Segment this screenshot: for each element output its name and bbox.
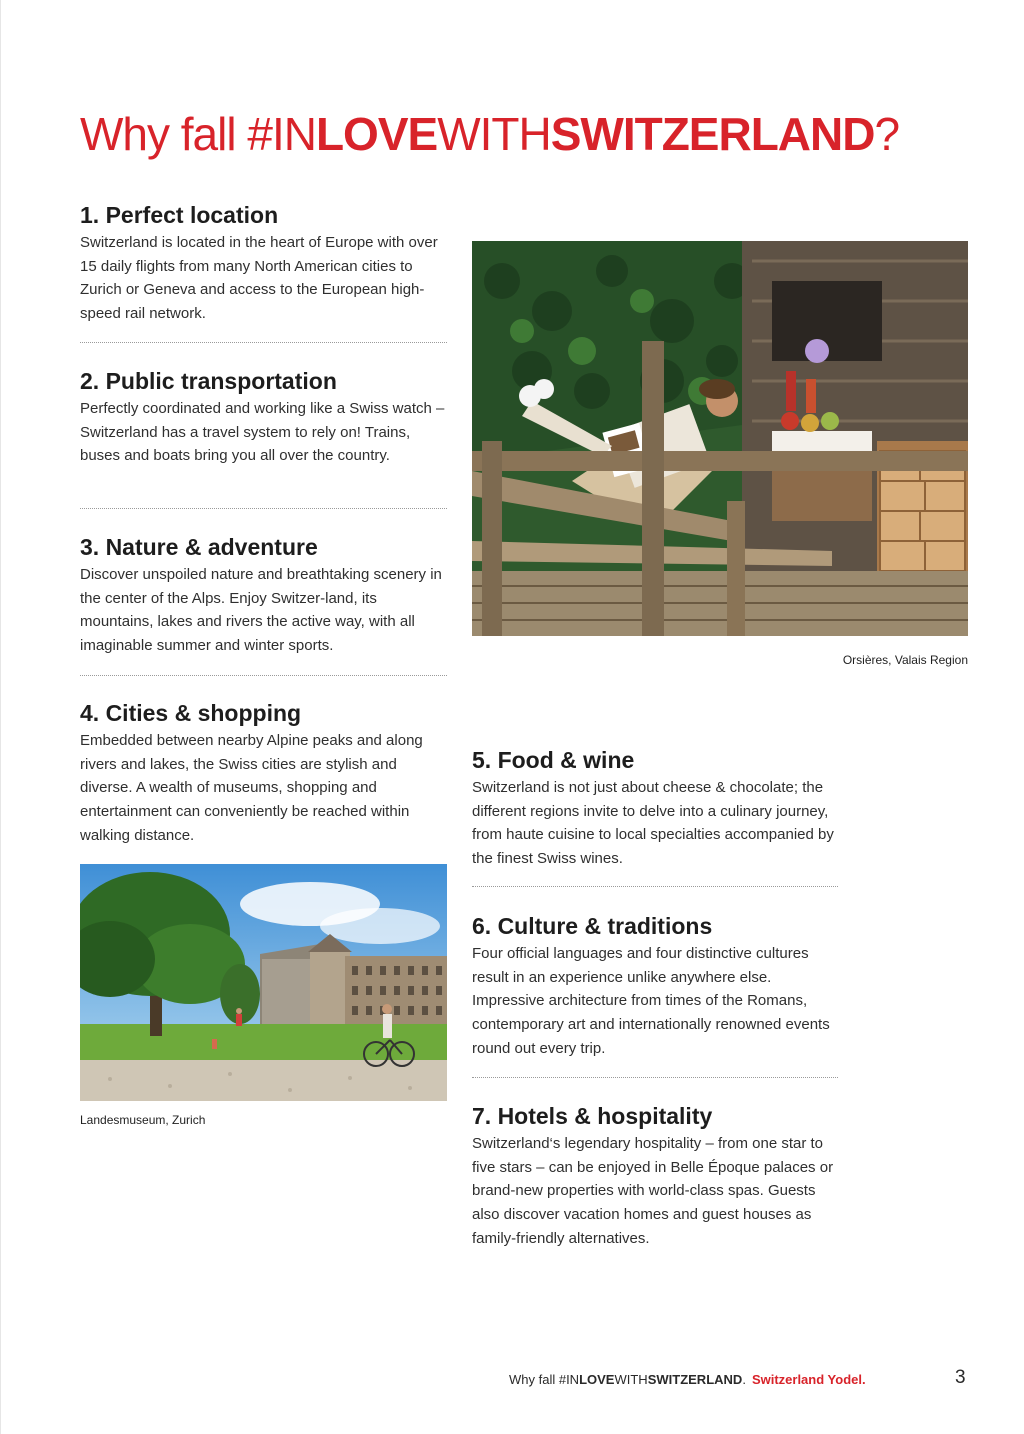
museum-illustration: [80, 864, 447, 1101]
section-divider: [80, 508, 447, 509]
museum-photo-caption: Landesmuseum, Zurich: [80, 1113, 206, 1127]
section-public-transportation: [80, 367, 448, 468]
section-body: Switzerland‘s legendary hospitality – from one star to five stars – can be enjoyed in Belle Époque palaces or brand-new properties with world-class spas. Guests also discover vacation homes and guest houses as family-friendly alternatives.: [472, 1135, 834, 1247]
section-divider: [472, 886, 838, 887]
section-title: 2. Public transportation: [80, 368, 337, 394]
section-title: 7. Hotels & hospitality: [472, 1103, 713, 1129]
footer-part-5: .: [742, 1372, 746, 1387]
title-part-1: Why fall #IN: [80, 108, 316, 160]
section-divider: [80, 342, 447, 343]
footer-part-1: Why fall #IN: [509, 1372, 580, 1387]
balcony-illustration: [472, 241, 968, 636]
section-title: 4. Cities & shopping: [80, 700, 302, 726]
page-edge: [0, 0, 1, 1434]
title-part-2: LOVE: [315, 108, 438, 160]
title-part-4: SWITZERLAND: [550, 108, 875, 160]
balcony-photo: [472, 241, 968, 636]
section-body: Switzerland is located in the heart of Europe with over 15 daily flights from many North American cities to Zurich or Geneva and access to the European high-speed rail network.: [80, 234, 438, 323]
balcony-photo-caption: Orsières, Valais Region: [842, 653, 968, 667]
section-title: 3. Nature & adventure: [80, 534, 318, 560]
section-body: Discover unspoiled nature and breathtaking scenery in the center of the Alps. Enjoy Switzer-land, its mountains, lakes and rivers the active way, with all imaginable summer and winter sports.: [80, 566, 442, 655]
section-title: 6. Culture & traditions: [472, 913, 713, 939]
section-title: 5. Food & wine: [472, 747, 635, 773]
footer-tagline: [509, 1370, 866, 1390]
footer-brand: Switzerland Yodel.: [751, 1372, 866, 1387]
footer-part-3: WITH: [614, 1372, 648, 1387]
section-body: Embedded between nearby Alpine peaks and along rivers and lakes, the Swiss cities are stylish and diverse. A wealth of museums, shopping and entertainment can conveniently be reached within walking distance.: [80, 732, 423, 844]
museum-photo: [80, 864, 447, 1101]
section-body: Perfectly coordinated and working like a Swiss watch – Switzerland has a travel system to rely on! Trains, buses and boats bring you all over the country.: [80, 400, 445, 465]
section-body: Switzerland is not just about cheese & chocolate; the different regions invite to delve into a culinary journey, from haute cuisine to local specialties accompanied by the finest Swiss wines.: [472, 779, 834, 868]
section-divider: [472, 1077, 838, 1078]
section-food-wine: [472, 746, 840, 871]
section-body: Four official languages and four distinctive cultures result in an experience unlike anywhere else. Impressive architecture from times of the Romans, contemporary art and internationally renowned events round out every trip.: [472, 945, 830, 1057]
page-title: [80, 104, 980, 164]
page-number: 3: [955, 1367, 966, 1388]
section-cities-shopping: [80, 699, 448, 848]
section-title: 1. Perfect location: [80, 202, 279, 228]
section-culture-traditions: [472, 912, 840, 1061]
title-part-5: ?: [874, 108, 900, 160]
title-part-3: WITH: [437, 108, 551, 160]
footer-part-2: LOVE: [579, 1372, 615, 1387]
section-divider: [80, 675, 447, 676]
section-perfect-location: [80, 201, 448, 326]
section-hotels-hospitality: [472, 1102, 840, 1251]
footer-part-4: SWITZERLAND: [647, 1372, 743, 1387]
section-nature-adventure: [80, 533, 448, 658]
